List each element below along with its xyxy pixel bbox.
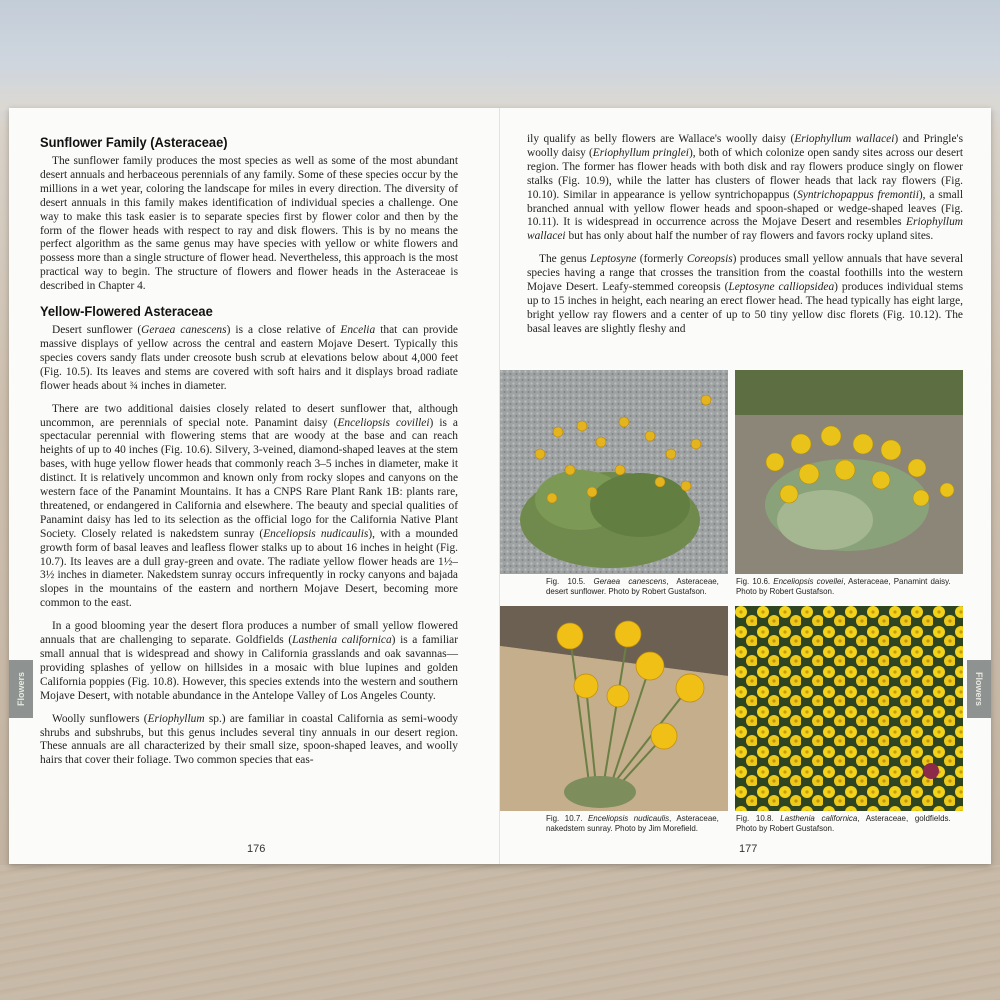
caption-fig-10-8: Fig. 10.8. Lasthenia californica, Asteraceae, goldfields. Photo by Robert Gustafson.	[736, 813, 951, 833]
photo-desert-sunflower	[500, 370, 728, 574]
caption-fig-10-6: Fig. 10.6. Enceliopsis covellei, Asteraceae, Panamint daisy. Photo by Robert Gustafson.	[736, 576, 951, 596]
section-tab-right[interactable]	[967, 660, 991, 718]
paragraph: The sunflower family produces the most species as well as some of the most abundant desert annuals and herbaceous perennials of any family. Some of these species occur by the millions in a wet year, coloring the landscape for miles in every direction. The diversity of desert annuals in this family makes identification of individual species a challenge. One way to make this task easier is to separate species first by flower color and then by the form of the flower heads with respect to ray and disk flowers. This is by no means the perfect algorithm as the same genus may have species with yellow or white flowers and possess more than a single structure of flower head. Nevertheless, this approach is the most practical way to begin. The structure of flowers and flower heads in the Asteraceae is described in Chapter 4.	[40, 155, 458, 293]
section-tab-label: Flowers	[16, 671, 26, 706]
paragraph: ily qualify as belly flowers are Wallace's woolly daisy (Eriophyllum wallacei) and Pringle's woolly daisy (Eriophyllum pringlei), both of which colonize open sandy sites across our desert region. The former has flower heads with both disk and ray flowers produce singly on flower stalks (Fig. 10.9), while the latter has clusters of flower heads that lack ray flowers (Fig. 10.10). Similar in appearance is yellow syntrichopappus (Syntrichopappus fremontii), a small branched annual with yellow flower heads and spoon-shaped or wedge-shaped leaves (Fig. 10.11). It is widespread in occurrence across the Mojave Desert and resembles Eriophyllum wallacei but has only about half the number of ray flowers and favors rocky upland sites.	[527, 133, 963, 243]
sand-backdrop	[0, 865, 1000, 1000]
paragraph: The genus Leptosyne (formerly Coreopsis) produces small yellow annuals that have several species having a range that crosses the transition from the coastal foothills into the western Mojave Desert. Leafy-stemmed coreopsis (Leptosyne calliopsidea) produces individual stems up to 15 inches in height, each nearing an erect flower head. The head typically has eight large, bright yellow ray flowers and a center of up to 50 tiny yellow disc florets (Fig. 10.12). The basal leaves are slightly fleshy and	[527, 253, 963, 335]
paragraph: Desert sunflower (Geraea canescens) is a close relative of Encelia that can provide massive displays of yellow across the central and eastern Mojave Desert. Typically this species covers sandy flats under creosote bush scrub at elevations below about 4,000 feet (Fig. 10.5). Its leaves and stems are covered with soft hairs and it displays broad radiate flower heads about ¾ inches in diameter.	[40, 324, 458, 392]
caption-fig-10-7: Fig. 10.7. Enceliopsis nudicaulis, Asteraceae, nakedstem sunray. Photo by Jim Morefield.	[546, 813, 719, 833]
subsection-heading: Yellow-Flowered Asteraceae	[40, 303, 213, 320]
right-page-text	[527, 133, 963, 337]
paragraph: In a good blooming year the desert flora produces a number of small yellow flowered annuals that are challenging to separate. Goldfields (Lasthenia californica) is a familiar small annual that is widespread and showy in California grasslands and oak savannas—providing splashes of yellow on hillsides in a mosaic with blue lupines and golden California poppies (Fig. 10.8). However, this species extends into the western and southern Mojave Desert, with notable abundance in the Antelope Valley of Los Angeles County.	[40, 620, 458, 702]
page-number-right: 177	[739, 843, 758, 855]
left-page-text	[40, 134, 458, 768]
page-number-left: 176	[247, 843, 266, 855]
paragraph: There are two additional daisies closely related to desert sunflower that, although uncommon, are perennials of special note. Panamint daisy (Enceliopsis covillei) is a spectacular perennial with flowering stems that are woody at the base and can reach heights of up to 40 inches (Fig. 10.6). Silvery, 3-veined, diamond-shaped leaves at the stem bases, with huge yellow flower heads that commonly reach 3–5 inches in diameter, make it distinct. It is relatively uncommon and known only from rocky slopes and canyons on the western face of the Panamint Mountains. It has a CNPS Rare Plant Rank 1B: plants rare, threatened, or endangered in California and elsewhere. The beauty and special qualities of Panamint daisy has led to its selection as the official logo for the California Native Plant Society. Closely related is nakedstem sunray (Enceliopsis nudicaulis), with a mounded growth form of basal leaves and leafless flower stalks up to about 16 inches in height (Fig. 10.7). Its leaves are a dull gray-green and ovate. The radiate yellow flower heads are 1½–3½ inches in diameter. Nakedstem sunray occurs infrequently in rocky canyons and bajada slopes in the mountains of the eastern and northern Mojave Desert, becoming more common to the east.	[40, 402, 458, 610]
book-spread	[9, 108, 991, 864]
photo-panamint-daisy	[735, 370, 963, 574]
section-heading: Sunflower Family (Asteraceae)	[40, 134, 228, 150]
paragraph: Woolly sunflowers (Eriophyllum sp.) are familiar in coastal California as semi-woody shrubs and subshrubs, but this genus includes several tiny annuals in our desert region. These annuals are all characterized by their small size, spoon-shaped leaves, and woolly hairs that cover their foliage. Two common species that eas-	[40, 712, 458, 767]
photo-nakedstem-sunray	[500, 606, 728, 811]
photo-goldfields	[735, 606, 963, 811]
caption-fig-10-5: Fig. 10.5. Geraea canescens, Asteraceae, desert sunflower. Photo by Robert Gustafson.	[546, 576, 719, 596]
section-tab-left[interactable]	[9, 660, 33, 718]
section-tab-label: Flowers	[974, 671, 984, 706]
sky-backdrop	[0, 0, 1000, 110]
